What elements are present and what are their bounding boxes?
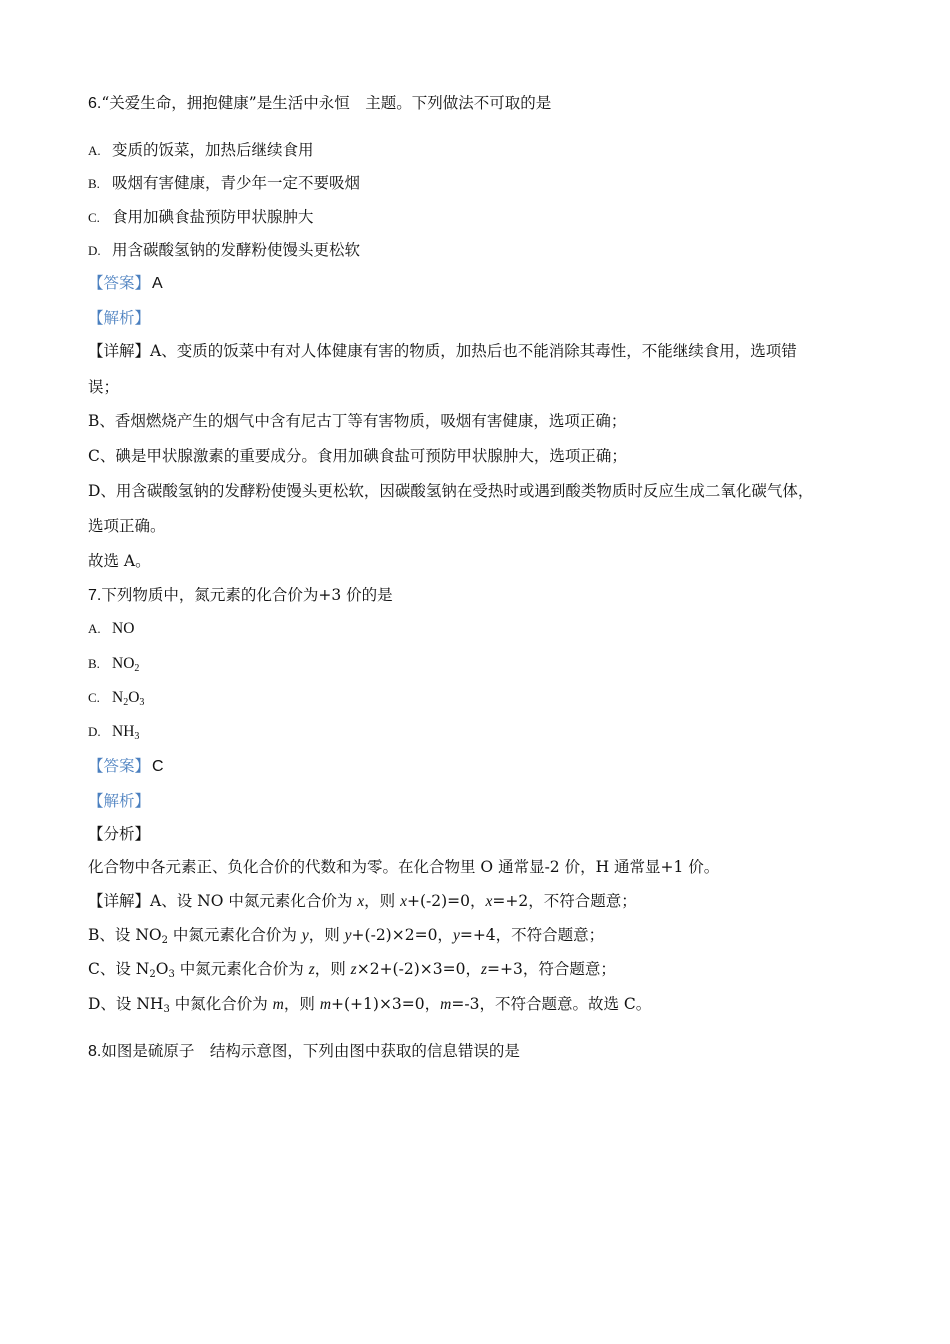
q7-stem-text: 下列物质中，氮元素的化合价为+3 价的是 xyxy=(101,586,393,604)
formula-subscript: 2 xyxy=(134,663,140,674)
q7-option-letter: C. xyxy=(88,690,100,705)
detail-text: +(-2)=0， xyxy=(406,892,486,910)
formula-part: NO xyxy=(112,620,135,637)
q7-option-c xyxy=(88,687,144,709)
variable: x xyxy=(400,893,407,910)
q6-detail-line-1 xyxy=(88,340,797,362)
detail-text: +(-2)×2=0， xyxy=(351,926,453,944)
q6-option-text: 用含碳酸氢钠的发酵粉使馒头更松软 xyxy=(112,241,361,259)
variable: y xyxy=(344,927,352,944)
q6-detail-line-6: 选项正确。 xyxy=(88,517,166,535)
q6-detail-line-7: 故选 A。 xyxy=(88,552,151,570)
detail-text: =-3，不符合题意。故选 C。 xyxy=(451,995,652,1013)
formula-part: O xyxy=(128,689,140,706)
detail-tag: 【详解】 xyxy=(88,342,151,360)
q7-detail-b xyxy=(88,924,604,947)
formula-subscript: 2 xyxy=(161,935,168,946)
q6-detail-line-4: C、碘是甲状腺激素的重要成分。食用加碘食盐可预防甲状腺肿大，选项正确； xyxy=(88,447,627,465)
variable: m xyxy=(272,996,284,1013)
q6-detail-line-2: 误； xyxy=(88,378,120,396)
q6-analysis xyxy=(88,307,150,329)
q7-answer xyxy=(88,755,164,778)
variable: x xyxy=(357,893,365,910)
detail-text: B、设 NO xyxy=(88,926,162,944)
variable: y xyxy=(301,927,309,944)
q6-option-letter: D. xyxy=(88,243,101,258)
formula-part: N xyxy=(112,689,124,706)
detail-text: ×2+(-2)×3=0， xyxy=(356,960,481,978)
analysis-tag: 【解析】 xyxy=(88,792,151,810)
formula-part: NO xyxy=(112,655,135,672)
q6-option-letter: A. xyxy=(88,143,101,158)
fenxi-tag: 【分析】 xyxy=(88,825,151,843)
detail-text: ，则 xyxy=(283,995,320,1013)
answer-value: A xyxy=(152,275,163,292)
q6-option-c xyxy=(88,206,314,229)
q7-option-letter: B. xyxy=(88,656,100,671)
q7-stem xyxy=(88,584,393,607)
detail-text: ，则 xyxy=(314,960,351,978)
q6-option-text: 变质的饭菜，加热后继续食用 xyxy=(112,141,314,159)
detail-text: 中氮元素化合价为 xyxy=(167,926,302,944)
variable: m xyxy=(440,996,452,1013)
detail-text: =+3，符合题意； xyxy=(487,960,616,978)
q6-option-letter: B. xyxy=(88,176,100,191)
q6-detail-line-5: D、用含碳酸氢钠的发酵粉使馒头更松软，因碳酸氢钠在受热时或遇到酸类物质时反应生成二氧化碳气体， xyxy=(88,482,814,500)
q6-option-letter: C. xyxy=(88,210,100,225)
formula-subscript: 3 xyxy=(163,1004,170,1015)
q6-number: 6. xyxy=(88,95,102,112)
detail-text: O xyxy=(155,960,169,978)
q6-option-text: 吸烟有害健康，青少年一定不要吸烟 xyxy=(112,174,361,192)
answer-value: C xyxy=(152,758,164,775)
formula-subscript: 2 xyxy=(123,697,129,708)
detail-text: 中氮化合价为 xyxy=(169,995,273,1013)
q7-option-d xyxy=(88,721,139,743)
q7-option-a xyxy=(88,618,134,640)
q6-option-a xyxy=(88,139,314,162)
detail-tag: 【详解】 xyxy=(88,892,151,910)
q6-answer xyxy=(88,272,163,295)
detail-text: ，则 xyxy=(364,892,401,910)
variable: z xyxy=(308,961,315,978)
analysis-tag: 【解析】 xyxy=(88,309,151,327)
detail-text: C、设 N xyxy=(88,960,150,978)
formula-subscript: 3 xyxy=(139,697,145,708)
q6-stem xyxy=(88,92,551,115)
q6-option-d xyxy=(88,239,360,262)
detail-text: A、变质的饭菜中有对人体健康有害的物质，加热后也不能消除其毒性，不能继续食用，选项错 xyxy=(150,342,797,360)
q7-detail-c xyxy=(88,958,616,981)
q8-stem xyxy=(88,1040,520,1063)
variable: y xyxy=(452,927,460,944)
detail-text: D、设 NH xyxy=(88,995,164,1013)
q8-number: 8. xyxy=(88,1043,102,1060)
variable: z xyxy=(480,961,487,978)
q7-detail-a xyxy=(88,890,637,913)
q6-detail-line-3: B、香烟燃烧产生的烟气中含有尼古丁等有害物质，吸烟有害健康，选项正确； xyxy=(88,412,627,430)
q7-analysis xyxy=(88,790,150,812)
detail-text: 中氮元素化合价为 xyxy=(174,960,309,978)
detail-text: ，则 xyxy=(308,926,345,944)
detail-text: =+4，不符合题意； xyxy=(459,926,605,944)
variable: m xyxy=(319,996,332,1013)
formula-part: NH xyxy=(112,723,135,740)
q7-option-letter: D. xyxy=(88,724,101,739)
q7-detail-d xyxy=(88,993,651,1016)
detail-text: =+2，不符合题意； xyxy=(492,892,637,910)
formula-subscript: 3 xyxy=(168,969,175,980)
q6-option-text: 食用加碘食盐预防甲状腺肿大 xyxy=(112,208,314,226)
q8-stem-text: 如图是硫原子 结构示意图，下列由图中获取的信息错误的是 xyxy=(101,1042,520,1060)
answer-tag: 【答案】 xyxy=(88,757,151,775)
detail-text: A、设 NO 中氮元素化合价为 xyxy=(150,892,358,910)
q7-option-letter: A. xyxy=(88,621,101,636)
detail-text: +(+1)×3=0， xyxy=(331,995,441,1013)
q7-option-b xyxy=(88,653,139,675)
q7-fenxi-text: 化合物中各元素正、负化合价的代数和为零。在化合物里 O 通常显-2 价，H 通常显+1 价。 xyxy=(88,858,720,876)
variable: z xyxy=(350,961,357,978)
q6-stem-text: “关爱生命，拥抱健康”是生活中永恒 主题。下列做法不可取的是 xyxy=(101,94,552,112)
variable: x xyxy=(485,893,493,910)
q7-number: 7. xyxy=(88,587,102,604)
formula-subscript: 3 xyxy=(134,731,140,742)
q7-fenxi xyxy=(88,823,150,845)
q6-option-b xyxy=(88,172,360,195)
answer-tag: 【答案】 xyxy=(88,274,151,292)
formula-subscript: 2 xyxy=(149,969,156,980)
